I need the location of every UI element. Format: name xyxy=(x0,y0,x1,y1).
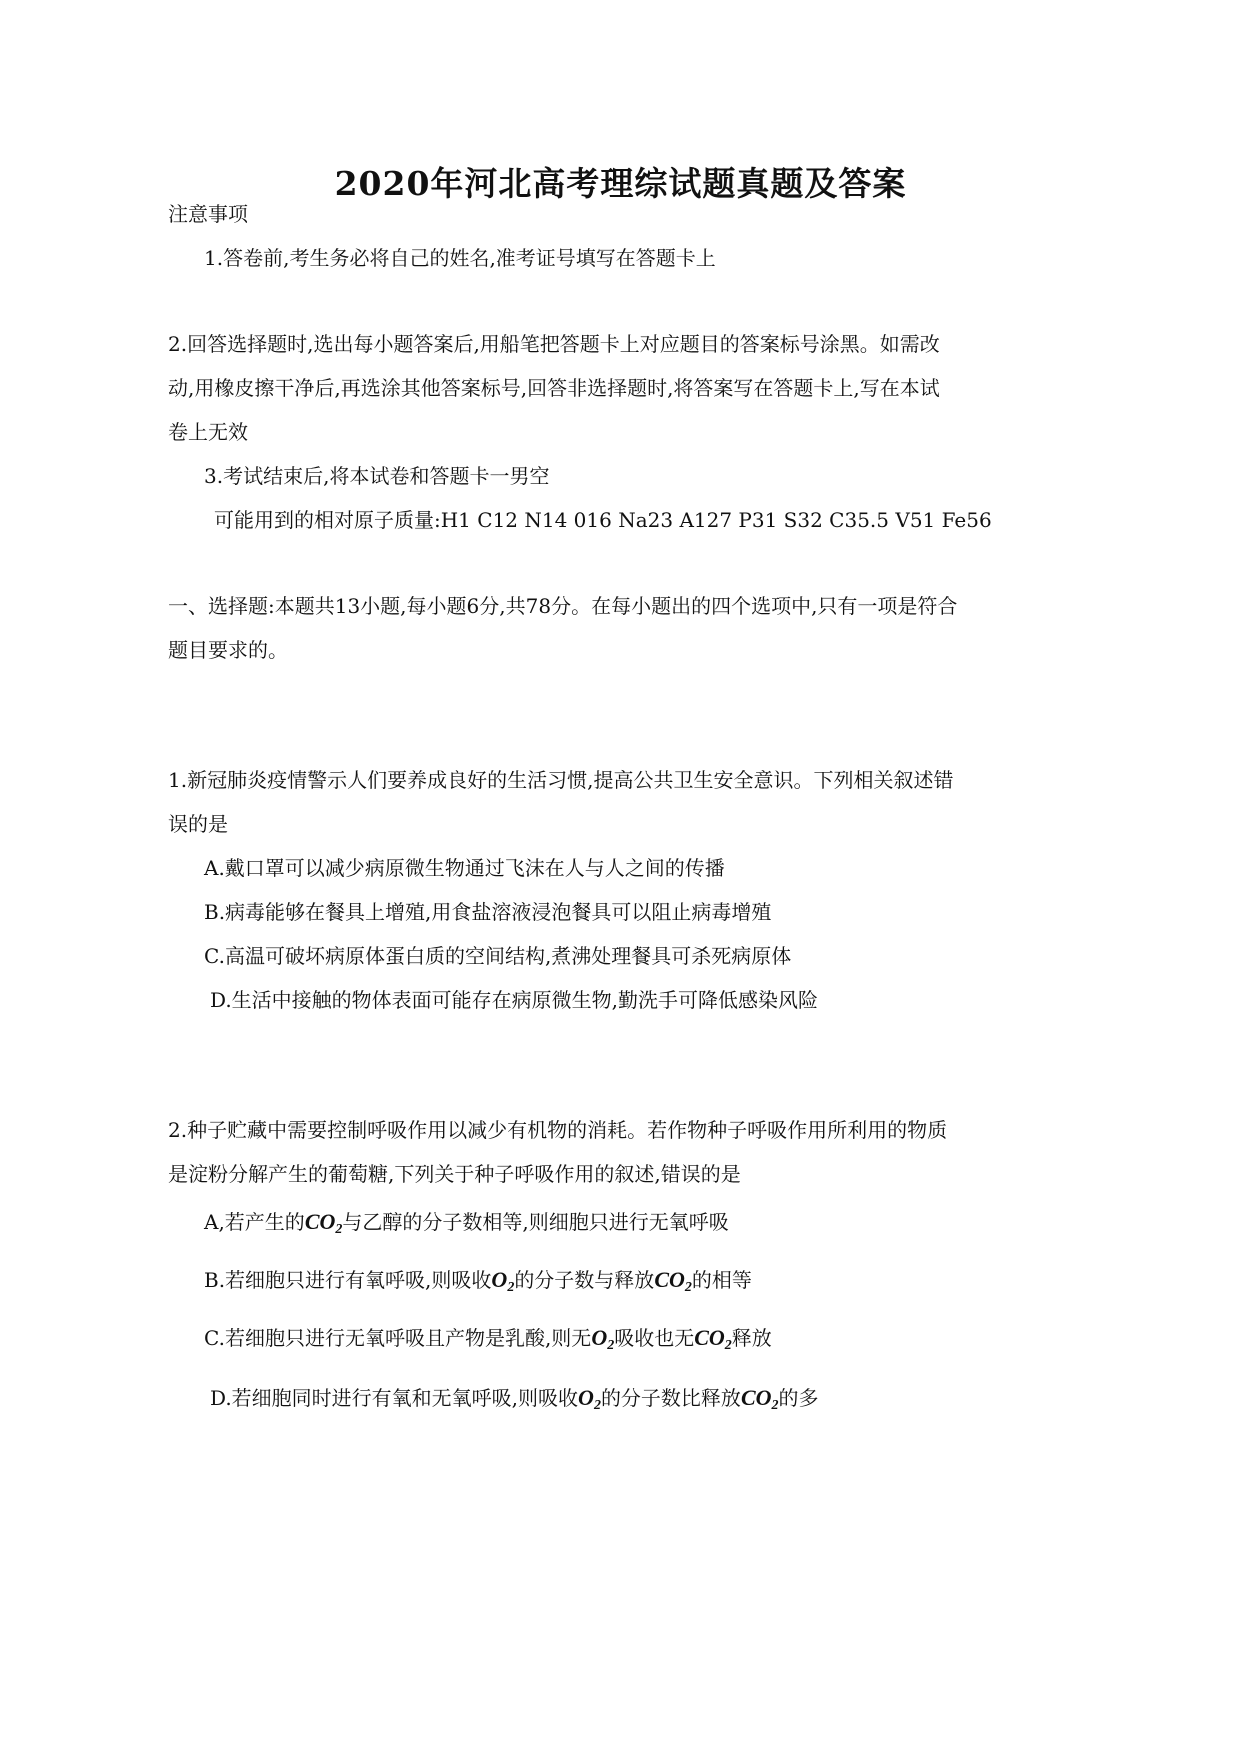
notice-item-1: 1.答卷前,考生务必将自己的姓名,准考证号填写在答题卡上 xyxy=(204,246,716,270)
o2-formula: $O_2$ xyxy=(591,1325,615,1353)
q2-option-d-text-3: 的多 xyxy=(778,1386,819,1410)
q1-stem-line-2: 误的是 xyxy=(168,812,228,836)
notice-heading: 注意事项 xyxy=(168,202,248,226)
atomic-masses: 可能用到的相对原子质量:H1 C12 N14 016 Na23 A127 P31 S32 C35.5 V51 Fe56 xyxy=(214,508,992,532)
q2-stem-line-1: 2.种子贮藏中需要控制呼吸作用以减少有机物的消耗。若作物种子呼吸作用所利用的物质 xyxy=(168,1118,948,1142)
q2-option-a-text-2: 与乙醇的分子数相等,则细胞只进行无氧呼吸 xyxy=(342,1210,729,1234)
q2-option-b-text-2: 的分子数与释放 xyxy=(514,1268,655,1292)
q2-option-a-text-1: A,若产生的 xyxy=(204,1210,305,1234)
q2-option-c xyxy=(204,1324,772,1360)
q1-option-b: B.病毒能够在餐具上增殖,用食盐溶液浸泡餐具可以阻止病毒增殖 xyxy=(204,900,772,924)
co2-formula: $CO_2$ xyxy=(654,1267,692,1295)
notice-item-2-line-1: 2.回答选择题时,选出每小题答案后,用船笔把答题卡上对应题目的答案标号涂黑。如需改 xyxy=(168,332,940,356)
q1-option-d: D.生活中接触的物体表面可能存在病原微生物,勤洗手可降低感染风险 xyxy=(210,988,819,1012)
q2-option-b xyxy=(204,1266,752,1302)
notice-item-3: 3.考试结束后,将本试卷和答题卡一男空 xyxy=(204,464,550,488)
q2-option-d-text-1: D.若细胞同时进行有氧和无氧呼吸,则吸收 xyxy=(210,1386,579,1410)
q1-option-c: C.高温可破坏病原体蛋白质的空间结构,煮沸处理餐具可杀死病原体 xyxy=(204,944,792,968)
q2-option-b-text-1: B.若细胞只进行有氧呼吸,则吸收 xyxy=(204,1268,492,1292)
q2-option-b-text-3: 的相等 xyxy=(691,1268,752,1292)
q2-option-d xyxy=(210,1384,819,1420)
section-header-line-2: 题目要求的。 xyxy=(168,638,288,662)
page-title: 2020年河北高考理综试题真题及答案 xyxy=(334,164,907,203)
co2-formula: $CO_2$ xyxy=(694,1325,732,1353)
q2-stem-line-2: 是淀粉分解产生的葡萄糖,下列关于种子呼吸作用的叙述,错误的是 xyxy=(168,1162,741,1186)
q1-option-a: A.戴口罩可以减少病原微生物通过飞沫在人与人之间的传播 xyxy=(204,856,725,880)
q2-option-c-text-3: 释放 xyxy=(731,1326,772,1350)
q1-stem-line-1: 1.新冠肺炎疫情警示人们要养成良好的生活习惯,提高公共卫生安全意识。下列相关叙述错 xyxy=(168,768,954,792)
q2-option-a xyxy=(204,1208,729,1244)
co2-formula: $CO_2$ xyxy=(740,1385,779,1413)
co2-formula: $CO_2$ xyxy=(304,1209,343,1237)
o2-formula: $O_2$ xyxy=(578,1385,601,1413)
q2-option-c-text-1: C.若细胞只进行无氧呼吸且产物是乳酸,则无 xyxy=(204,1326,592,1350)
q2-option-c-text-2: 吸收也无 xyxy=(614,1326,695,1350)
notice-item-2-line-2: 动,用橡皮擦干净后,再选涂其他答案标号,回答非选择题时,将答案写在答题卡上,写在本试 xyxy=(168,376,940,400)
q2-option-d-text-2: 的分子数比释放 xyxy=(600,1386,741,1410)
o2-formula: $O_2$ xyxy=(491,1267,515,1295)
section-header-line-1: 一、选择题:本题共13小题,每小题6分,共78分。在每小题出的四个选项中,只有一项是符合 xyxy=(168,594,958,618)
notice-item-2-line-3: 卷上无效 xyxy=(168,420,248,444)
